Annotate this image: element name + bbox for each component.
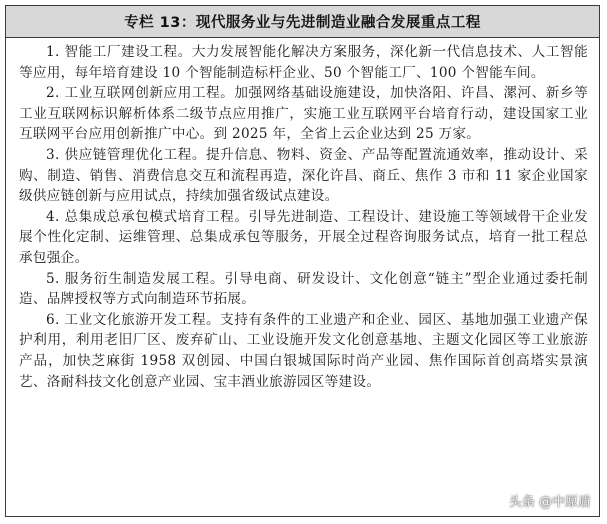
paragraph-5: 5. 服务衍生制造发展工程。引导电商、研发设计、文化创意“链主”型企业通过委托制造、品牌授权等方式向制造环节拓展。 — [19, 270, 588, 308]
column-body — [6, 38, 599, 392]
toutiao-logo-icon — [489, 493, 505, 509]
watermark — [489, 491, 591, 510]
watermark-text: 头条 @中原盾 — [508, 495, 591, 510]
feature-column-box — [5, 5, 600, 517]
paragraph-3: 3. 供应链管理优化工程。提升信息、物料、资金、产品等配置流通效率，推动设计、采购、制造、销售、消费信息交互和流程再造，深化许昌、商丘、焦作 3 市和 11 家企业国家级供应链创新与应用试点，持续加强省级试点建设。 — [19, 146, 588, 205]
paragraph-2: 2. 工业互联网创新应用工程。加强网络基础设施建设，加快洛阳、许昌、漯河、新乡等工业互联网标识解析体系二级节点应用推广，实施工业互联网平台培育行动，建设国家工业互联网平台应用创新推广中心。到 2025 年，全省上云企业达到 25 万家。 — [19, 85, 588, 143]
paragraph-6: 6. 工业文化旅游开发工程。支持有条件的工业遗产和企业、园区、基地加强工业遗产保护利用，利用老旧厂区、废弃矿山、工业设施开发文化创意基地、主题文化园区等工业旅游产品，加快芝麻街 1958 双创园、中国白银城国际时尚产业园、焦作国际首创高塔实景演艺、洛耐科技文化创意产业园、宝丰酒业旅游园区等建设。 — [19, 311, 588, 390]
paragraph-1: 1. 智能工厂建设工程。大力发展智能化解决方案服务，深化新一代信息技术、人工智能等应用，每年培育建设 10 个智能制造标杆企业、50 个智能工厂、100 个智能车间。 — [19, 44, 588, 81]
paragraph-4: 4. 总集成总承包模式培育工程。引导先进制造、工程设计、建设施工等领域骨干企业发展个性化定制、运维管理、总集成承包等服务，开展全过程咨询服务试点，培育一批工程总承包强企。 — [19, 208, 588, 266]
column-title: 专栏 13：现代服务业与先进制造业融合发展重点工程 — [6, 6, 599, 38]
